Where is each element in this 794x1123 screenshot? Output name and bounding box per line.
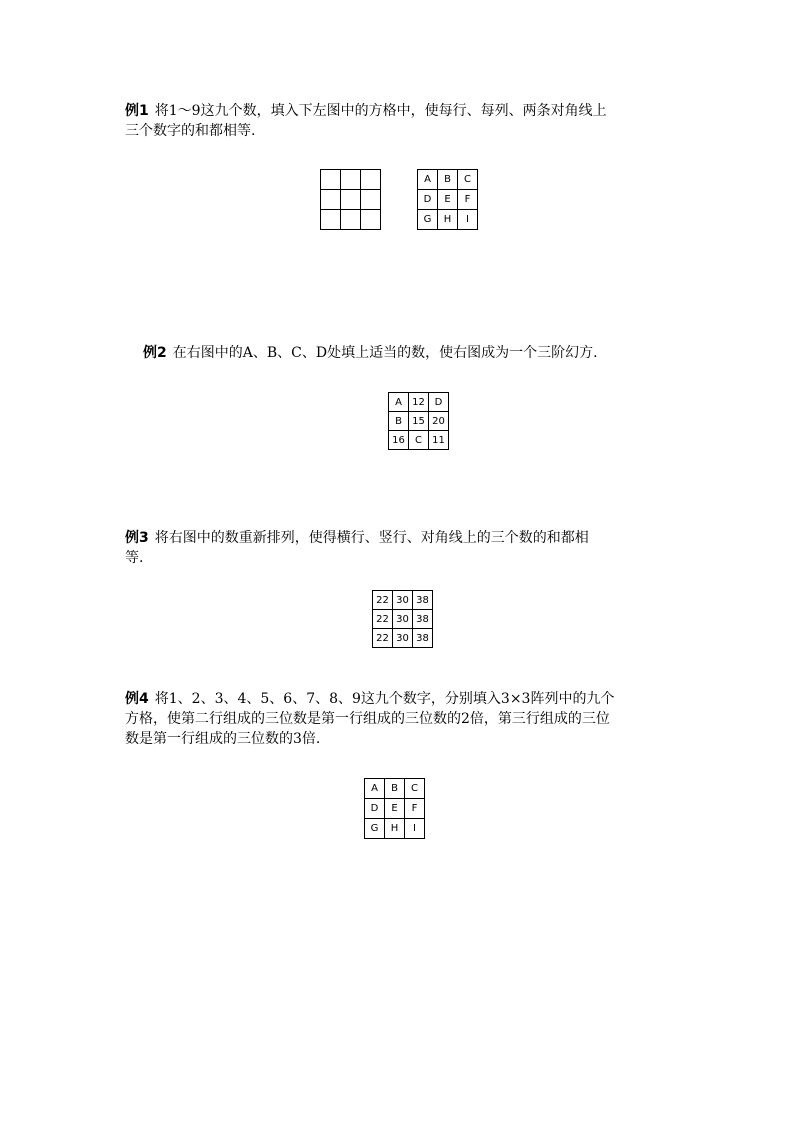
grid-row [373, 591, 433, 610]
grid-cell: D [418, 190, 438, 210]
example-4-label: 例4 [125, 691, 149, 707]
grid-cell: C [409, 431, 429, 450]
example-4-line-2: 方格，使第二行组成的三位数是第一行组成的三位数的2倍，第三行组成的三位 [125, 711, 610, 727]
grid-cell [321, 170, 341, 190]
grid-cell: 20 [429, 412, 449, 431]
example-3-number-grid [372, 590, 433, 648]
grid-cell [321, 190, 341, 210]
grid-row [373, 610, 433, 629]
grid-cell: C [458, 170, 478, 190]
example-1-line-1 [125, 101, 607, 121]
grid-row [365, 799, 425, 819]
example-3-line-2: 等. [125, 550, 144, 566]
grid-cell: 30 [393, 629, 413, 648]
example-3-label: 例3 [125, 530, 149, 546]
grid-cell: I [405, 819, 425, 839]
grid-cell: A [418, 170, 438, 190]
grid-row [389, 431, 449, 450]
grid-cell: B [438, 170, 458, 190]
example-1-blank-grid [320, 169, 381, 230]
grid-cell: B [385, 779, 405, 799]
grid-row [373, 629, 433, 648]
example-3-statement: 将右图中的数重新排列，使得横行、竖行、对角线上的三个数的和都相 [154, 530, 589, 546]
grid-cell: 38 [413, 610, 433, 629]
example-1-line-2: 三个数字的和都相等. [125, 123, 256, 139]
grid-cell: 22 [373, 629, 393, 648]
grid-cell: 22 [373, 591, 393, 610]
example-4-letter-grid [364, 778, 425, 839]
grid-cell [341, 190, 361, 210]
grid-row [418, 210, 478, 230]
grid-cell: H [438, 210, 458, 230]
grid-cell: E [385, 799, 405, 819]
grid-cell: 16 [389, 431, 409, 450]
grid-cell [341, 170, 361, 190]
example-3-line-1 [125, 528, 589, 548]
grid-cell: G [418, 210, 438, 230]
example-2-statement: 在右图中的A、B、C、D处填上适当的数，使右图成为一个三阶幻方. [172, 345, 598, 361]
grid-cell: 38 [413, 629, 433, 648]
example-2-magic-square [388, 392, 449, 450]
grid-row [321, 170, 381, 190]
grid-cell: A [365, 779, 385, 799]
grid-cell: E [438, 190, 458, 210]
example-4-line-1 [125, 689, 614, 709]
grid-cell: I [458, 210, 478, 230]
grid-row [321, 210, 381, 230]
grid-row [365, 819, 425, 839]
example-2-label: 例2 [143, 345, 167, 361]
grid-cell [321, 210, 341, 230]
grid-cell: D [365, 799, 385, 819]
grid-row [389, 393, 449, 412]
grid-row [418, 190, 478, 210]
grid-cell: 30 [393, 610, 413, 629]
grid-row [389, 412, 449, 431]
grid-cell: 11 [429, 431, 449, 450]
grid-cell: 30 [393, 591, 413, 610]
example-1-statement: 将1～9这九个数，填入下左图中的方格中，使每行、每列、两条对角线上 [154, 103, 607, 119]
grid-cell: D [429, 393, 449, 412]
example-2-text [143, 343, 598, 363]
grid-cell: B [389, 412, 409, 431]
grid-row [321, 190, 381, 210]
grid-cell [361, 170, 381, 190]
example-1-text [125, 101, 607, 141]
grid-cell: 12 [409, 393, 429, 412]
example-4-line-3: 数是第一行组成的三位数的3倍. [125, 731, 321, 747]
grid-cell: C [405, 779, 425, 799]
grid-cell: G [365, 819, 385, 839]
grid-cell [341, 210, 361, 230]
grid-cell: 38 [413, 591, 433, 610]
grid-cell: H [385, 819, 405, 839]
grid-cell: F [458, 190, 478, 210]
grid-row [365, 779, 425, 799]
grid-row [418, 170, 478, 190]
example-1-label: 例1 [125, 103, 149, 119]
grid-cell: 15 [409, 412, 429, 431]
example-3-text [125, 528, 589, 568]
grid-cell: A [389, 393, 409, 412]
grid-cell: 22 [373, 610, 393, 629]
example-4-text [125, 689, 614, 749]
grid-cell [361, 190, 381, 210]
example-2-line-1 [143, 343, 598, 363]
grid-cell: F [405, 799, 425, 819]
grid-cell [361, 210, 381, 230]
example-1-letter-grid [417, 169, 478, 230]
example-4-statement: 将1、2、3、4、5、6、7、8、9这九个数字，分别填入3×3阵列中的九个 [154, 691, 615, 707]
